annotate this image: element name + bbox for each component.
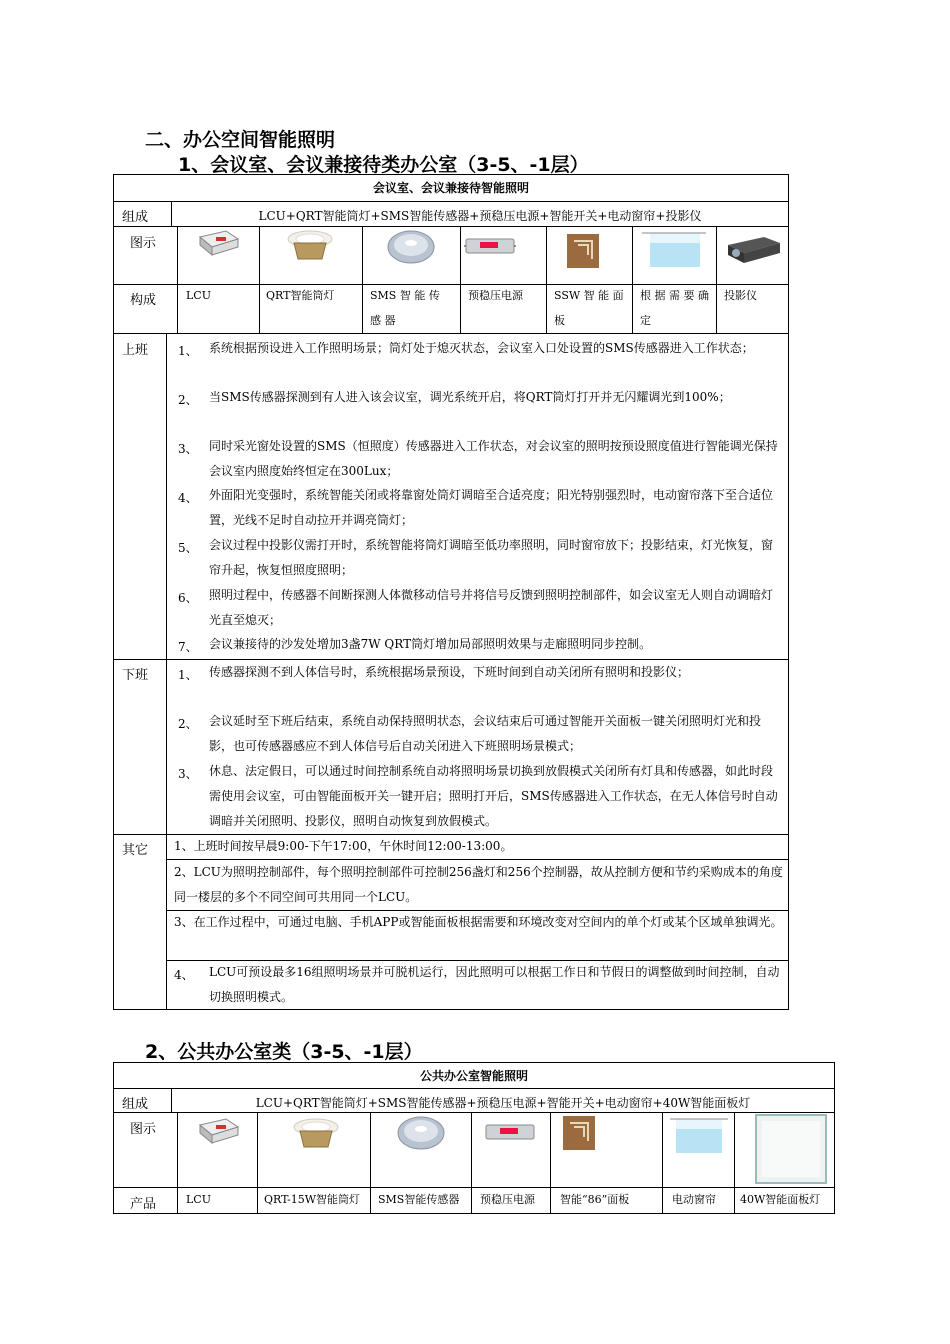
subsection-title-1: 1、会议室、会议兼接待类办公室（3-5、-1层） [178,154,589,176]
sensor-icon [396,1115,446,1151]
table2-title: 公共办公室智能照明 [419,1069,528,1083]
work-item: 外面阳光变强时，系统智能关闭或将靠窗处筒灯调暗至合适亮度；阳光特别强烈时，电动窗帘落下至合适位置，光线不足时自动拉开并调亮筒灯； [209,488,774,527]
panel-light-icon [754,1113,828,1185]
section-title: 二、办公空间智能照明 [145,129,336,151]
smart-panel-icon [566,233,600,269]
work-item: 当SMS传感器探测到有人进入该会议室，调光系统开启，将QRT筒灯打开并无闪耀调光到100%； [209,390,731,404]
curtain-icon [666,1115,732,1155]
other-item-2: 2、LCU为照明控制部件，每个照明控制部件可控制256盏灯和256个控制器，故从控制方便和节约采购成本的角度同一楼层的多个不同空间可共用同一个LCU。 [174,865,783,904]
work-item: 照明过程中，传感器不间断探测人体微移动信号并将信号反馈到照明控制部件，如会议室无人则自动调暗灯光直至熄灭； [209,588,774,627]
table1-parts-label: 构成 [130,293,157,308]
table1-composition-label: 组成 [122,210,149,225]
table2-part-lcu: LCU [186,1193,211,1206]
off-item: 传感器探测不到人体信号时，系统根据场景预设，下班时间到自动关闭所有照明和投影仪； [209,665,690,679]
off-label: 下班 [122,668,149,683]
other-label: 其它 [122,843,149,858]
subsection-title-2: 2、公共办公室类（3-5、-1层） [145,1041,423,1063]
table1-part-sms: SMS 智 能 传 感 器 [370,289,440,327]
sensor-icon [386,229,436,265]
power-supply-icon [484,1121,536,1143]
table2-part-panel-light: 40W智能面板灯 [740,1193,821,1206]
table-public-office [113,1062,835,1214]
table1-title: 会议室、会议兼接待智能照明 [372,181,529,195]
table1-part-projector: 投影仪 [724,289,757,302]
lcu-module-icon [196,1117,242,1145]
work-item-num: 1、 [178,344,198,358]
lcu-module-icon [196,229,242,257]
table2-composition-label: 组成 [122,1097,149,1112]
table2-image-label: 图示 [130,1122,157,1137]
curtain-icon [636,229,712,269]
work-item-num: 3、 [178,442,198,456]
table2-part-panel: 智能“86”面板 [560,1193,630,1206]
work-label: 上班 [122,343,149,358]
work-item: 系统根据预设进入工作照明场景；筒灯处于熄灭状态，会议室入口处设置的SMS传感器进入工作状态； [209,341,754,355]
other-item-1: 1、上班时间按早晨9:00-下午17:00，午休时间12:00-13:00。 [174,839,513,853]
off-item: 会议延时至下班后结束，系统自动保持照明状态，会议结束后可通过智能开关面板一键关闭照明灯光和投影，也可传感器感应不到人体信号后自动关闭进入下班照明场景模式； [209,714,762,753]
table2-part-curtain: 电动窗帘 [672,1193,716,1206]
off-item-num: 2、 [178,717,198,731]
work-item-num: 2、 [178,393,198,407]
table1-image-label: 图示 [130,236,157,251]
table2-part-sms: SMS智能传感器 [378,1193,460,1206]
projector-icon [724,233,782,267]
table-meeting-room [113,174,789,1010]
table1-part-ssw: SSW 智 能 面 板 [554,289,624,327]
other-item-4: LCU可预设最多16组照明场景并可脱机运行，因此照明可以根据工作日和节假日的调整做到时间控制，自动切换照明模式。 [209,965,780,1004]
table1-part-power: 预稳压电源 [468,289,523,302]
off-item: 休息、法定假日，可以通过时间控制系统自动将照明场景切换到放假模式关闭所有灯具和传感器，如此时段需使用会议室，可由智能面板开关一键开启；照明打开后，SMS传感器进入工作状态，在无人体信号时自动调暗并关闭照明、投影仪，照明自动恢复到放假模式。 [209,764,778,828]
work-item-num: 4、 [178,491,198,505]
table1-part-qrt: QRT智能筒灯 [266,289,335,302]
other-item-3: 3、在工作过程中，可通过电脑、手机APP或智能面板根据需要和环境改变对空间内的单个灯或某个区域单独调光。 [174,915,783,929]
off-item-num: 3、 [178,767,198,781]
table1-composition: LCU+QRT智能筒灯+SMS智能传感器+预稳压电源+智能开关+电动窗帘+投影仪 [258,209,702,223]
work-item-num: 5、 [178,541,198,555]
power-supply-icon [464,235,516,257]
table2-part-qrt: QRT-15W智能筒灯 [264,1193,361,1206]
table2-part-power: 预稳压电源 [480,1193,535,1206]
work-item-num: 7、 [178,640,198,654]
work-item-num: 6、 [178,591,198,605]
table2-parts-label: 产品 [130,1197,157,1212]
downlight-icon [290,1117,342,1151]
off-item-num: 1、 [178,668,198,682]
table1-part-curtain: 根 据 需 要 确 定 [640,289,709,327]
other-item-4-num: 4、 [174,968,194,982]
work-item: 会议兼接待的沙发处增加3盏7W QRT筒灯增加局部照明效果与走廊照明同步控制。 [209,637,652,651]
work-item: 会议过程中投影仪需打开时，系统智能将筒灯调暗至低功率照明，同时窗帘放下；投影结束，灯光恢复，窗帘升起，恢复恒照度照明； [209,538,774,577]
table2-composition: LCU+QRT智能筒灯+SMS智能传感器+预稳压电源+智能开关+电动窗帘+40W智能面板灯 [255,1096,751,1110]
downlight-icon [284,229,336,263]
table1-part-lcu: LCU [186,289,211,302]
work-item: 同时采光窗处设置的SMS（恒照度）传感器进入工作状态，对会议室的照明按预设照度值进行智能调光保持会议室内照度始终恒定在300Lux； [209,439,778,478]
smart-panel-icon [562,1115,596,1151]
